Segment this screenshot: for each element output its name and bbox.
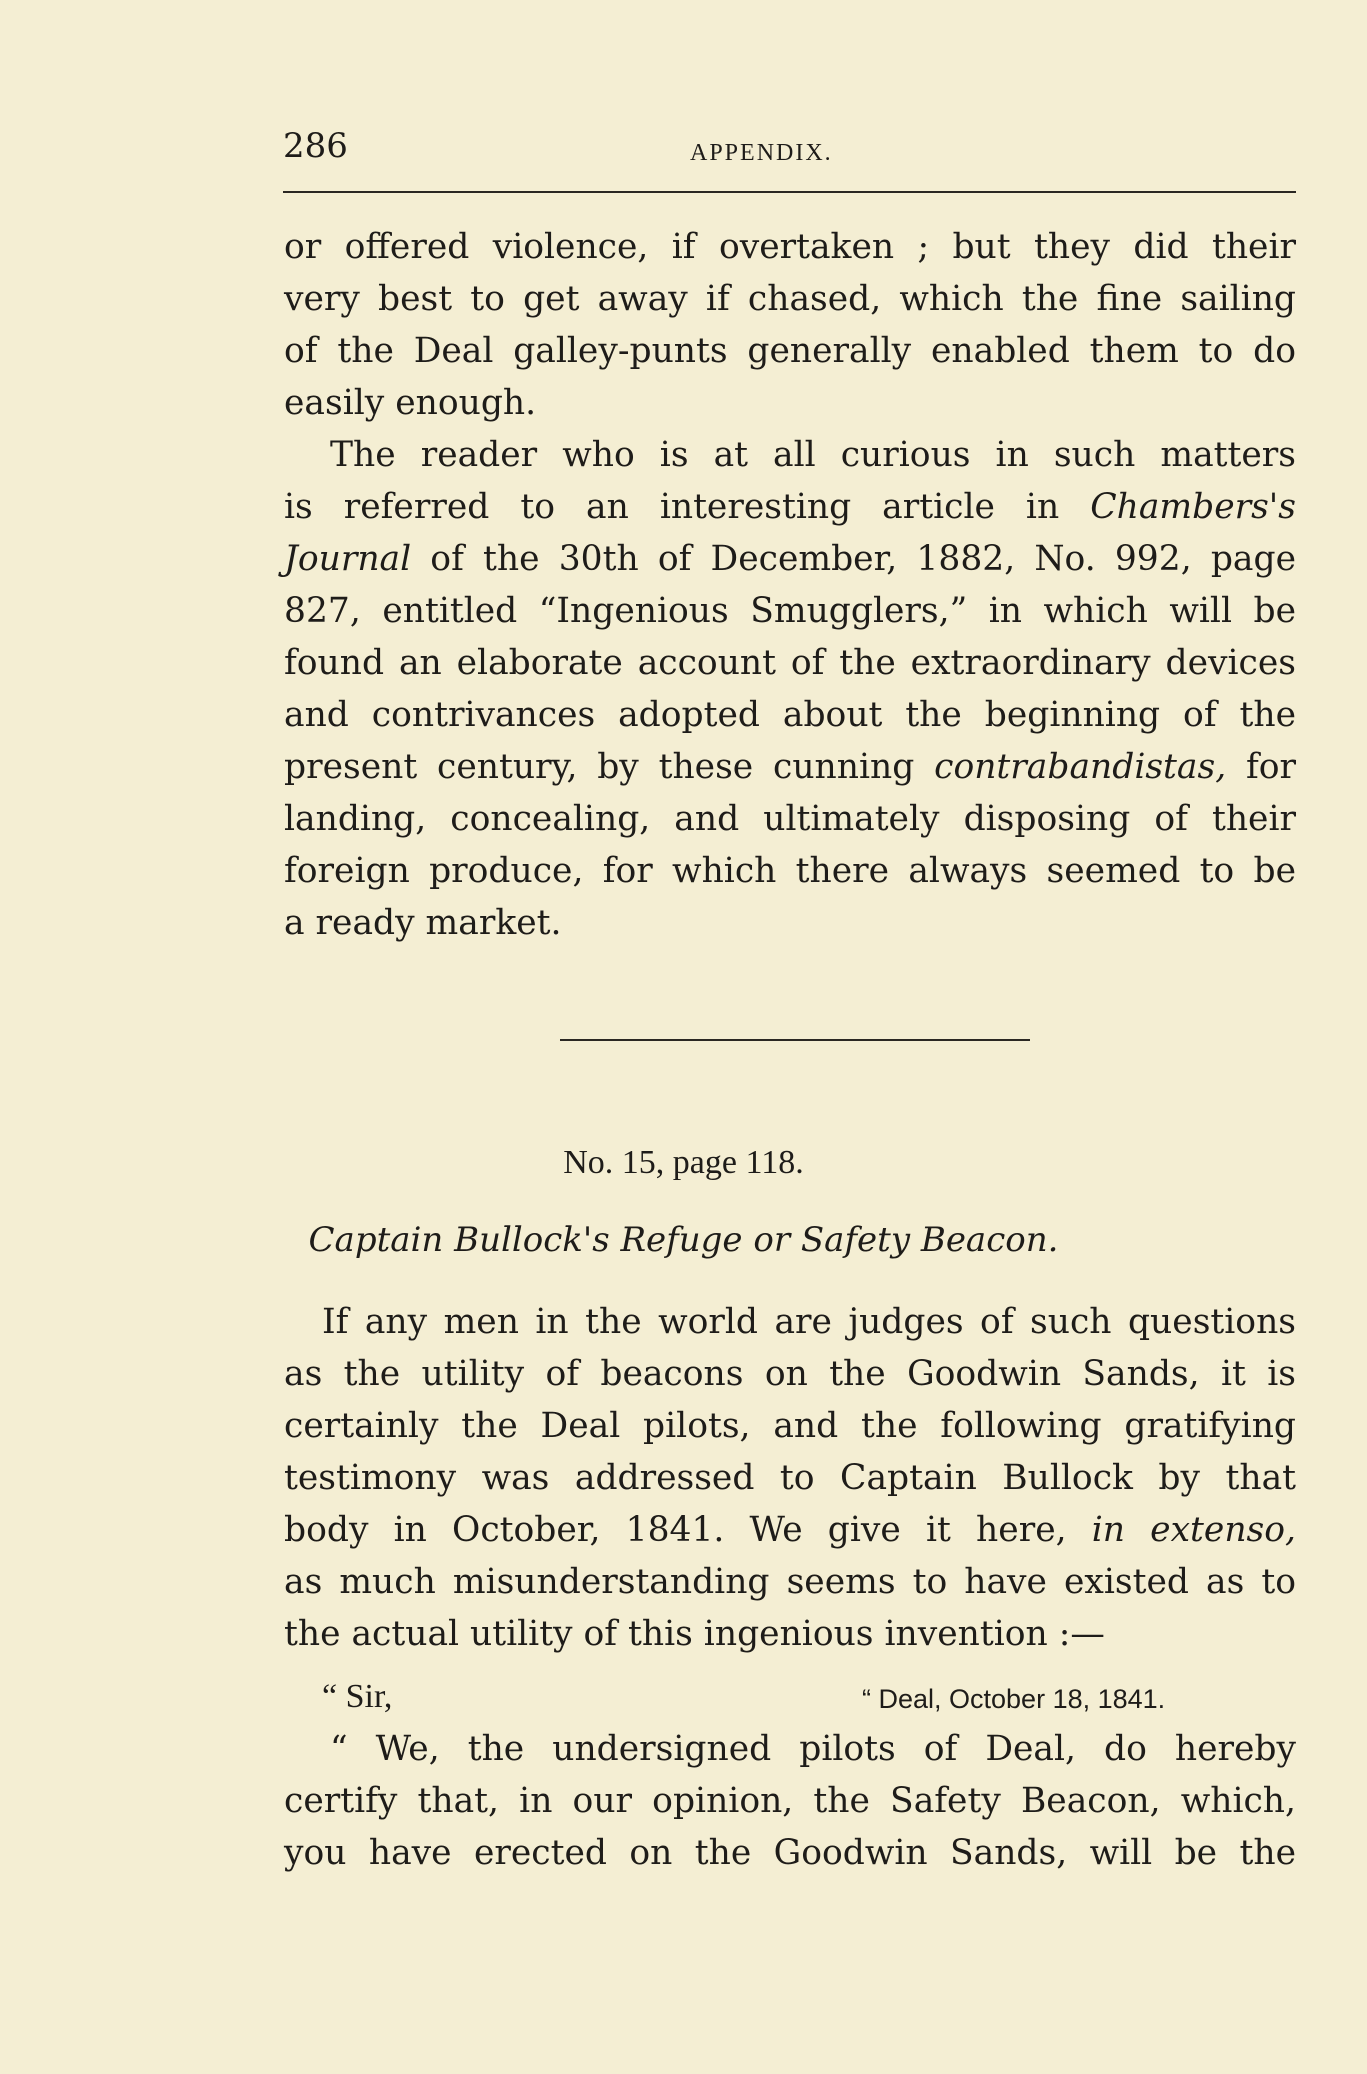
para2-line-7-text-a: present century, by these cunning (284, 747, 935, 787)
para1-line-1: or offered violence, if overtaken ; but they did their (284, 227, 1296, 267)
para3-line-5 (284, 1504, 1296, 1556)
page-number: 286 (283, 126, 348, 166)
in-extenso-term: in extenso, (1091, 1510, 1296, 1550)
para2-line-1: The reader who is at all curious in such matters (330, 435, 1296, 475)
para3-line-2: as the utility of beacons on the Goodwin Sands, it is (284, 1354, 1296, 1394)
para2-line-5: found an elaborate account of the extraordinary devices (284, 643, 1296, 683)
para1-line-4: easily enough. (284, 383, 537, 423)
para2-line-3-text: of the 30th of December, 1882, No. 992, page (411, 539, 1296, 579)
para2-line-10: a ready market. (284, 903, 562, 943)
contrabandistas-term: contrabandistas, (934, 747, 1227, 787)
journal-name-part2: Journal (284, 539, 412, 579)
running-head: APPENDIX. (690, 140, 833, 166)
para1-line-2: very best to get away if chased, which the fine sailing (284, 279, 1296, 319)
para3-line-3: certainly the Deal pilots, and the following gratifying (284, 1406, 1296, 1446)
para2-line-8: landing, concealing, and ultimately disposing of their (284, 799, 1296, 839)
para2-line-2 (284, 481, 1296, 533)
letter-line-3: you have erected on the Goodwin Sands, will be the (284, 1833, 1296, 1873)
section-subtitle: Captain Bullock's Refuge or Safety Beacon. (308, 1220, 1059, 1260)
para3-line-4: testimony was addressed to Captain Bullock by that (284, 1458, 1296, 1498)
para2-line-2-text: is referred to an interesting article in (284, 487, 1091, 527)
para3-line-7: the actual utility of this ingenious invention :— (284, 1614, 1105, 1654)
letter-dateline: “ Deal, October 18, 1841. (862, 1684, 1166, 1714)
para2-line-4: 827, entitled “Ingenious Smugglers,” in which will be (284, 591, 1296, 631)
para2-line-9: foreign produce, for which there always seemed to be (284, 851, 1296, 891)
para3-line-1: If any men in the world are judges of such questions (322, 1302, 1296, 1342)
para3-line-6: as much misunderstanding seems to have existed as to (284, 1562, 1296, 1602)
para2-line-3 (284, 533, 1296, 585)
section-title: No. 15, page 118. (563, 1144, 804, 1181)
journal-name-part1: Chambers's (1090, 487, 1296, 527)
para2-line-7-text-b: for (1226, 747, 1297, 787)
para3-line-5-text: body in October, 1841. We give it here, (284, 1510, 1092, 1550)
para2-line-6: and contrivances adopted about the beginning of the (284, 695, 1296, 735)
para1-line-3: of the Deal galley-punts generally enabled them to do (284, 331, 1296, 371)
para2-line-7 (284, 741, 1296, 793)
letter-salutation: “ Sir, (322, 1678, 393, 1715)
letter-line-2: certify that, in our opinion, the Safety Beacon, which, (284, 1781, 1296, 1821)
section-divider (560, 1039, 1030, 1041)
header-rule (283, 191, 1296, 193)
letter-line-1: “ We, the undersigned pilots of Deal, do hereby (330, 1729, 1296, 1769)
